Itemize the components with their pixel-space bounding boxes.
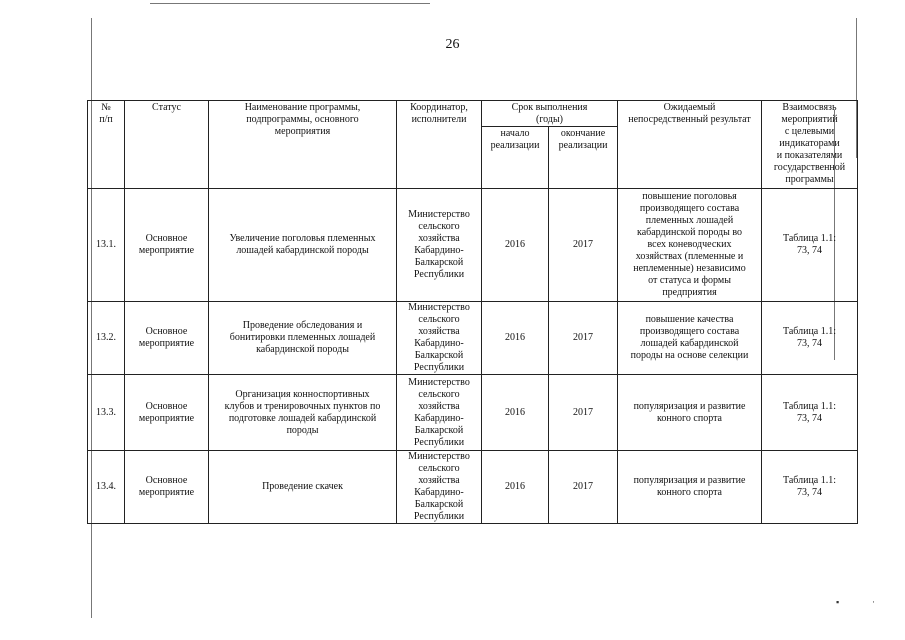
scan-artifact-top-line <box>150 3 430 4</box>
cell-result: повышение поголовья производящего состава племенных лошадей кабардинской породы во всех коневодческих хозяйствах (племенные и неплеменные) независимо от статуса и формы предприятия <box>618 189 762 302</box>
cell-name: Проведение обследования и бонитировки племенных лошадей кабардинской породы <box>209 302 397 375</box>
cell-num: 13.2. <box>88 302 125 375</box>
cell-name: Увеличение поголовья племенных лошадей кабардинской породы <box>209 189 397 302</box>
cell-link: Таблица 1.1: 73, 74 <box>762 451 858 524</box>
cell-link: Таблица 1.1: 73, 74 <box>762 302 858 375</box>
header-result: Ожидаемый непосредственный результат <box>618 101 762 189</box>
header-end: окончание реализации <box>549 127 618 189</box>
cell-coordinator: Министерство сельского хозяйства Кабардино- Балкарской Республики <box>397 189 482 302</box>
page-number: 26 <box>445 37 460 52</box>
cell-coordinator: Министерство сельского хозяйства Кабардино- Балкарской Республики <box>397 302 482 375</box>
cell-end: 2017 <box>549 375 618 451</box>
header-name: Наименование программы, подпрограммы, основного мероприятия <box>209 101 397 189</box>
cell-end: 2017 <box>549 302 618 375</box>
cell-result: повышение качества производящего состава лошадей кабардинской породы на основе селекции <box>618 302 762 375</box>
cell-num: 13.3. <box>88 375 125 451</box>
cell-status: Основное мероприятие <box>125 189 209 302</box>
cell-num: 13.1. <box>88 189 125 302</box>
cell-coordinator: Министерство сельского хозяйства Кабардино- Балкарской Республики <box>397 375 482 451</box>
header-link: Взаимосвязь мероприятий с целевыми индикаторами и показателями государственной программы <box>762 101 858 189</box>
cell-status: Основное мероприятие <box>125 375 209 451</box>
cell-end: 2017 <box>549 451 618 524</box>
scan-speck: · <box>872 597 875 607</box>
activities-table <box>87 100 858 524</box>
cell-start: 2016 <box>482 302 549 375</box>
cell-link: Таблица 1.1: 73, 74 <box>762 189 858 302</box>
cell-start: 2016 <box>482 451 549 524</box>
cell-num: 13.4. <box>88 451 125 524</box>
header-status: Статус <box>125 101 209 189</box>
cell-end: 2017 <box>549 189 618 302</box>
table-row <box>88 375 858 451</box>
cell-result: популяризация и развитие конного спорта <box>618 375 762 451</box>
header-num: № п/п <box>88 101 125 189</box>
cell-name: Проведение скачек <box>209 451 397 524</box>
cell-start: 2016 <box>482 375 549 451</box>
table-row <box>88 451 858 524</box>
header-coordinator: Координатор, исполнители <box>397 101 482 189</box>
cell-coordinator: Министерство сельского хозяйства Кабардино- Балкарской Республики <box>397 451 482 524</box>
table-row <box>88 302 858 375</box>
cell-name: Организация конноспортивных клубов и тренировочных пунктов по подготовке лошадей кабардинской породы <box>209 375 397 451</box>
scan-speck: ▪ <box>836 597 840 607</box>
cell-link: Таблица 1.1: 73, 74 <box>762 375 858 451</box>
header-period: Срок выполнения (годы) <box>482 101 618 127</box>
table-row <box>88 189 858 302</box>
cell-start: 2016 <box>482 189 549 302</box>
header-start: начало реализации <box>482 127 549 189</box>
table-header-row <box>88 101 858 127</box>
cell-status: Основное мероприятие <box>125 451 209 524</box>
cell-result: популяризация и развитие конного спорта <box>618 451 762 524</box>
cell-status: Основное мероприятие <box>125 302 209 375</box>
